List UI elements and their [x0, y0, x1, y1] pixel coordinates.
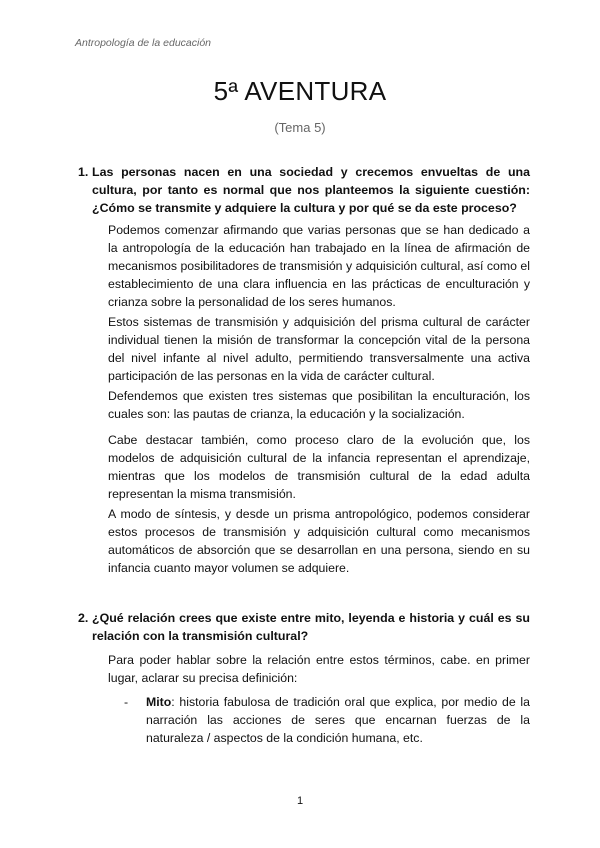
definition-list-item: [124, 693, 530, 747]
running-header: Antropología de la educación: [75, 37, 212, 49]
page-subtitle: (Tema 5): [274, 120, 326, 135]
bullet-dash: -: [124, 695, 129, 709]
question-text: ¿Qué relación crees que existe entre mito, leyenda e historia y cuál es su relación con la transmisión cultural?: [92, 611, 530, 643]
page-number: 1: [296, 795, 304, 807]
paragraph: Cabe destacar también, como proceso claro de la evolución que, los modelos de adquisición cultural de la infancia representan el aprendizaje, mientras que los modelos de transmisión cultural de la edad adulta representan la misma transmisión.: [108, 433, 530, 501]
definition-text: [146, 693, 530, 747]
paragraph: Podemos comenzar afirmando que varias personas que se han dedicado a la antropología de la educación han trabajado en la línea de afirmación de mecanismos posibilitadores de transmisión y adquisición cultural, así como el establecimiento de una clara influencia en las prácticas de enculturación y crianza sobre la personalidad de los seres humanos.: [108, 223, 530, 309]
paragraph: Para poder hablar sobre la relación entre estos términos, cabe. en primer lugar, aclarar su precisa definición:: [108, 653, 530, 685]
paragraph: Estos sistemas de transmisión y adquisición del prisma cultural de carácter individual tienen la misión de transformar la concepción vital de la persona del nivel infante al nivel adulto, permitiendo transversalmente una activa participación de las personas en la vida de carácter cultural.: [108, 315, 530, 383]
paragraph: A modo de síntesis, y desde un prisma antropológico, podemos considerar estos procesos de transmisión y adquisición cultural como mecanismos automáticos de absorción que se desarrollan en una persona, siendo en su infancia cuanto mayor volumen se adquiere.: [108, 507, 530, 575]
question-number: 2.: [78, 611, 89, 625]
question-2: [78, 609, 530, 645]
definition-body: : historia fabulosa de tradición oral que explica, por medio de la narración las acciones de seres que encarnan fuerzas de la naturaleza / aspectos de la condición humana, etc.: [146, 695, 530, 745]
paragraph: Defendemos que existen tres sistemas que posibilitan la enculturación, los cuales son: las pautas de crianza, la educación y la socialización.: [108, 389, 530, 421]
question-1: [78, 163, 530, 217]
question-number: 1.: [78, 165, 89, 179]
page-title: 5ª AVENTURA: [213, 76, 387, 106]
definition-term: Mito: [146, 695, 172, 709]
question-text: Las personas nacen en una sociedad y crecemos envueltas de una cultura, por tanto es normal que nos planteemos la siguiente cuestión: ¿Cómo se transmite y adquiere la cultura y por qué se da este proceso?: [92, 165, 530, 215]
